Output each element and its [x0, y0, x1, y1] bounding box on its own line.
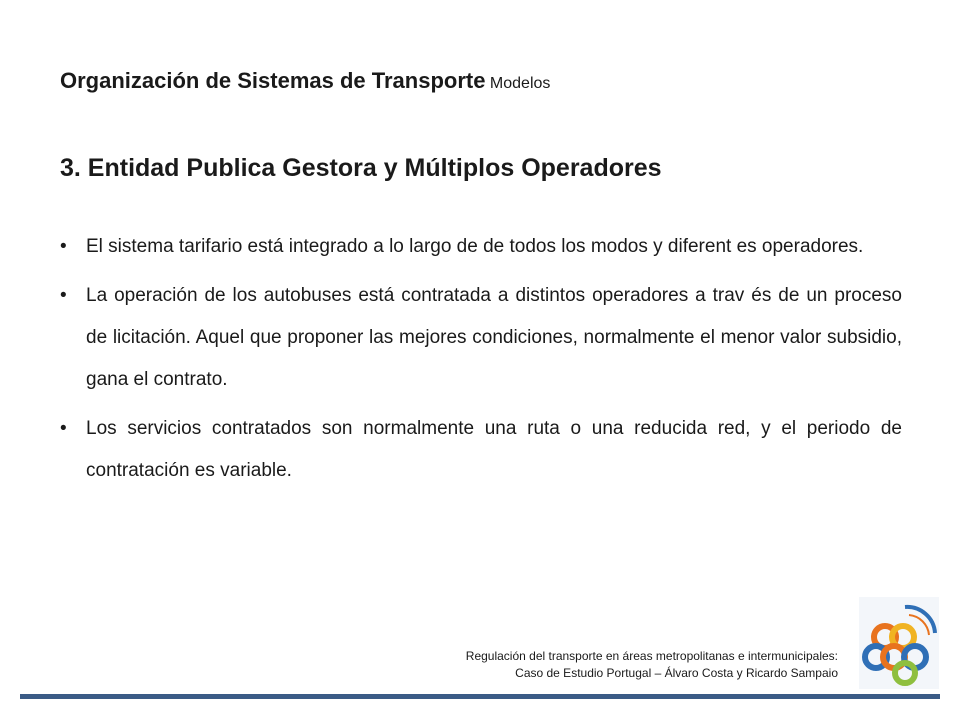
bullet-item-1: [60, 226, 902, 268]
footer-line-1: Regulación del transporte en áreas metropolitanas e intermunicipales:: [465, 649, 838, 663]
title-subtitle: Modelos: [489, 75, 551, 92]
title-main: Organización de Sistemas de Transporte: [60, 68, 486, 93]
bullet-item-2: [60, 275, 902, 401]
bullet-text-2: La operación de los autobuses está contratada a distintos operadores a trav és de un proceso de licitación. Aquel que proponer las mejores condiciones, normalmente el menor valor subsidio, gana el contrato.: [86, 285, 902, 390]
bullet-dot: •: [60, 236, 67, 257]
bullet-dot: •: [60, 285, 67, 306]
congress-rings-logo-icon: [859, 597, 939, 689]
bullet-item-3: [60, 408, 902, 492]
section-heading: 3. Entidad Publica Gestora y Múltiplos Operadores: [60, 154, 662, 182]
bullet-list: [60, 226, 902, 499]
footer-citation: [466, 648, 838, 682]
bullet-text-1: El sistema tarifario está integrado a lo largo de de todos los modos y diferent es operadores.: [86, 236, 864, 257]
bullet-text-3: Los servicios contratados son normalmente una ruta o una reducida red, y el periodo de contratación es variable.: [86, 418, 902, 481]
footer-divider: [20, 694, 940, 699]
footer-line-2: Caso de Estudio Portugal – Álvaro Costa y Ricardo Sampaio: [515, 666, 838, 680]
slide-title: [60, 68, 550, 94]
bullet-dot: •: [60, 418, 67, 439]
congress-logo: [859, 597, 939, 689]
